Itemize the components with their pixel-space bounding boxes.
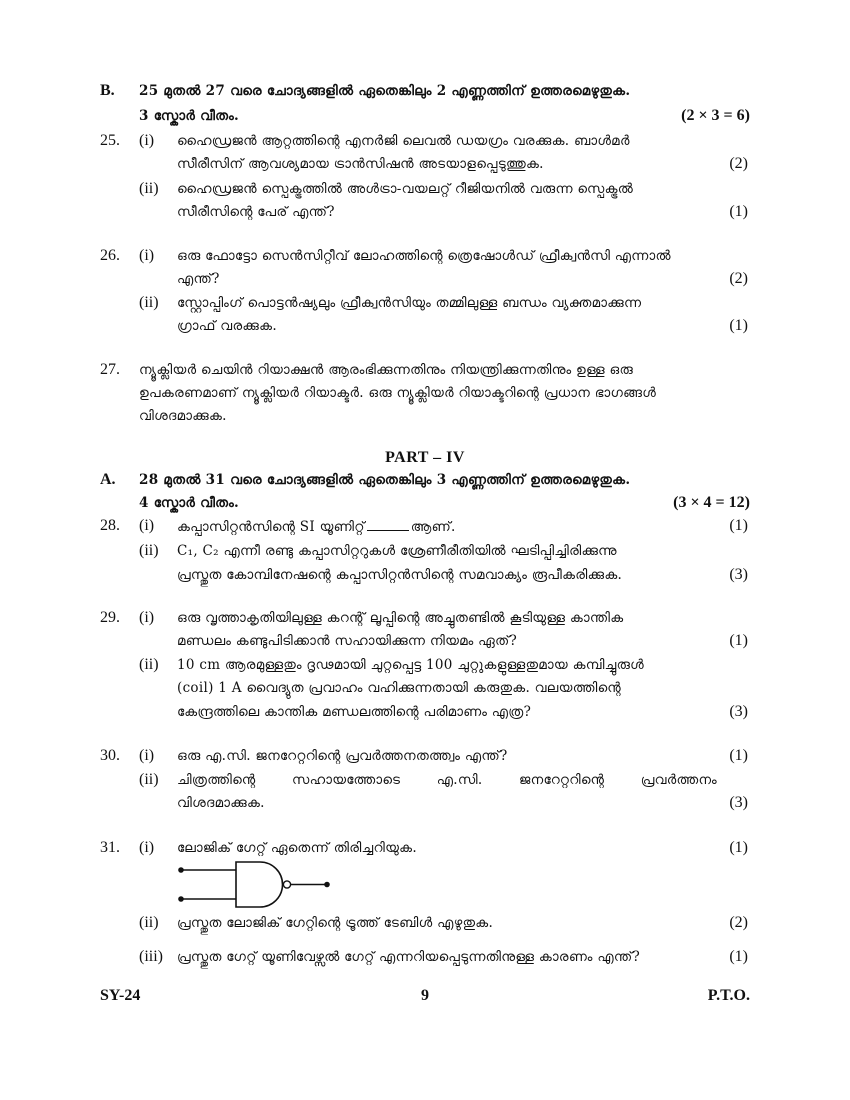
answer-blank bbox=[367, 518, 409, 531]
subpart-label: (i) bbox=[139, 247, 155, 264]
question-number: 25. bbox=[100, 132, 120, 149]
question-text: പ്രസ്തുത ലോജിക് ഗേറ്റിന്റെ ട്രൂത്ത് ടേബിൾ എഴുതുക. bbox=[177, 915, 494, 931]
question-text: ഉപകരണമാണ് ന്യൂക്ലിയർ റിയാക്ടർ. ഒരു ന്യൂക്ലിയർ റിയാക്ടറിന്റെ പ്രധാന ഭാഗങ്ങൾ bbox=[139, 385, 657, 401]
section-a-score-each: 4 സ്കോർ വീതം. bbox=[139, 495, 240, 511]
subpart-label: (ii) bbox=[139, 294, 159, 311]
question-text: 10 cm ആരമുള്ളതും ദൃഢമായി ചുറ്റപ്പെട്ട 100 ചുറ്റുകളുള്ളതുമായ കമ്പിച്ചുരുൾ bbox=[177, 657, 645, 673]
marks: (1) bbox=[729, 317, 748, 334]
section-a-total: (3 × 4 = 12) bbox=[673, 494, 750, 511]
section-a-label: A. bbox=[100, 471, 116, 488]
question-number: 31. bbox=[100, 839, 120, 856]
section-b-instruction: 25 മുതൽ 27 വരെ ചോദ്യങ്ങളിൽ ഏതെങ്കിലും 2 എണ്ണത്തിന് ഉത്തരമെഴുതുക. bbox=[139, 83, 631, 99]
question-number: 26. bbox=[100, 247, 120, 264]
question-text: സീരീസിന് ആവശ്യമായ ട്രാൻസിഷൻ അടയാളപ്പെടുത്തുക. bbox=[177, 156, 544, 172]
subpart-label: (i) bbox=[139, 517, 155, 534]
subpart-label: (ii) bbox=[139, 914, 159, 931]
subpart-label: (ii) bbox=[139, 656, 159, 673]
marks: (3) bbox=[729, 566, 748, 583]
question-text bbox=[177, 518, 456, 535]
marks: (1) bbox=[729, 747, 748, 764]
section-b-total: (2 × 3 = 6) bbox=[681, 107, 750, 124]
marks: (1) bbox=[729, 839, 748, 856]
output-terminal bbox=[324, 882, 330, 888]
marks: (1) bbox=[729, 517, 748, 534]
section-b-label: B. bbox=[100, 82, 115, 99]
question-text: ലോജിക് ഗേറ്റ് ഏതെന്ന് തിരിച്ചറിയുക. bbox=[177, 840, 417, 856]
subpart-label: (i) bbox=[139, 132, 155, 149]
question-text: C₁, C₂ എന്നീ രണ്ടു കപ്പാസിറ്ററുകൾ ശ്രേണീരീതിയിൽ ഘടിപ്പിച്ചിരിക്കുന്നു bbox=[177, 543, 617, 559]
question-text: ഒരു എ.സി. ജനറേറ്ററിന്റെ പ്രവർത്തനതത്ത്വം എന്ത്? bbox=[177, 748, 508, 764]
question-number: 30. bbox=[100, 747, 120, 764]
subpart-label: (i) bbox=[139, 839, 155, 856]
question-text: (coil) 1 A വൈദ്യുത പ്രവാഹം വഹിക്കുന്നതായി കരുതുക. വലയത്തിന്റെ bbox=[177, 680, 621, 696]
marks: (1) bbox=[729, 632, 748, 649]
subpart-label: (iii) bbox=[139, 948, 163, 965]
question-text: പ്രസ്തുത കോമ്പിനേഷന്റെ കപ്പാസിറ്റൻസിന്റെ സമവാക്യം രൂപീകരിക്കുക. bbox=[177, 567, 623, 583]
question-text: ഹൈഡ്രജൻ ആറ്റത്തിന്റെ എനർജി ലെവൽ ഡയഗ്രം വരക്കുക. ബാൾമർ bbox=[177, 133, 630, 149]
subpart-label: (i) bbox=[139, 747, 155, 764]
part-title: PART – IV bbox=[385, 449, 465, 466]
marks: (1) bbox=[729, 948, 748, 965]
question-text-part: കപ്പാസിറ്റൻസിന്റെ SI യൂണിറ്റ് bbox=[177, 519, 365, 535]
inversion-bubble bbox=[283, 881, 290, 888]
question-number: 28. bbox=[100, 517, 120, 534]
question-text: ചിത്രത്തിന്റെ സഹായത്തോടെ എ.സി. ജനറേറ്ററിന്റെ പ്രവർത്തനം bbox=[177, 772, 717, 788]
marks: (2) bbox=[729, 155, 748, 172]
marks: (2) bbox=[729, 270, 748, 287]
question-text: ഒരു വൃത്താകൃതിയിലുള്ള കറന്റ് ലൂപ്പിന്റെ അച്ചുതണ്ടിൽ കൂടിയുള്ള കാന്തിക bbox=[177, 610, 624, 626]
page-number: 9 bbox=[421, 987, 429, 1004]
question-text: ന്യൂക്ലിയർ ചെയിൻ റിയാക്ഷൻ ആരംഭിക്കുന്നതിനും നിയന്ത്രിക്കുന്നതിനും ഉള്ള ഒരു bbox=[139, 362, 634, 378]
nand-gate-body bbox=[236, 862, 283, 907]
question-text: സീരീസിന്റെ പേര് എന്ത്? bbox=[177, 204, 335, 220]
question-text: വിശദമാക്കുക. bbox=[177, 795, 265, 811]
marks: (1) bbox=[729, 203, 748, 220]
marks: (3) bbox=[729, 703, 748, 720]
question-number: 29. bbox=[100, 609, 120, 626]
section-b-score-each: 3 സ്കോർ വീതം. bbox=[139, 108, 240, 124]
section-a-instruction: 28 മുതൽ 31 വരെ ചോദ്യങ്ങളിൽ ഏതെങ്കിലും 3 എണ്ണത്തിന് ഉത്തരമെഴുതുക. bbox=[139, 472, 631, 488]
question-text: ഒരു ഫോട്ടോ സെൻസിറ്റീവ് ലോഹത്തിന്റെ ത്രെഷോൾഡ് ഫ്രീക്വൻസി എന്നാൽ bbox=[177, 248, 671, 264]
question-text: ഹൈഡ്രജൻ സ്പെക്ട്രത്തിൽ അൾട്രാ-വയലറ്റ് റീജിയനിൽ വരുന്ന സ്പെക്ട്രൽ bbox=[177, 181, 634, 197]
subpart-label: (i) bbox=[139, 609, 155, 626]
nand-gate-diagram bbox=[170, 855, 340, 915]
please-turn-over: P.T.O. bbox=[707, 987, 750, 1004]
question-number: 27. bbox=[100, 361, 120, 378]
question-text: ഗ്രാഫ് വരക്കുക. bbox=[177, 318, 277, 334]
question-text: കേന്ദ്രത്തിലെ കാന്തിക മണ്ഡലത്തിന്റെ പരിമാണം എത്ര? bbox=[177, 704, 532, 720]
subpart-label: (ii) bbox=[139, 542, 159, 559]
marks: (3) bbox=[729, 794, 748, 811]
question-text: വിശദമാക്കുക. bbox=[139, 408, 227, 424]
marks: (2) bbox=[729, 914, 748, 931]
subpart-label: (ii) bbox=[139, 771, 159, 788]
question-text: മണ്ഡലം കണ്ടുപിടിക്കാൻ സഹായിക്കുന്ന നിയമം ഏത്? bbox=[177, 633, 518, 649]
question-text: എന്ത്? bbox=[177, 271, 220, 287]
paper-code: SY-24 bbox=[100, 987, 141, 1004]
subpart-label: (ii) bbox=[139, 180, 159, 197]
question-text: സ്റ്റോപ്പിംഗ് പൊട്ടൻഷ്യലും ഫ്രീക്വൻസിയും തമ്മിലുള്ള ബന്ധം വ്യക്തമാക്കുന്ന bbox=[177, 295, 642, 311]
question-text-part: ആണ്. bbox=[410, 519, 456, 535]
question-text: പ്രസ്തുത ഗേറ്റ് യൂണിവേഴ്സൽ ഗേറ്റ് എന്നറിയപ്പെടുന്നതിനുള്ള കാരണം എന്ത്? bbox=[177, 949, 641, 965]
